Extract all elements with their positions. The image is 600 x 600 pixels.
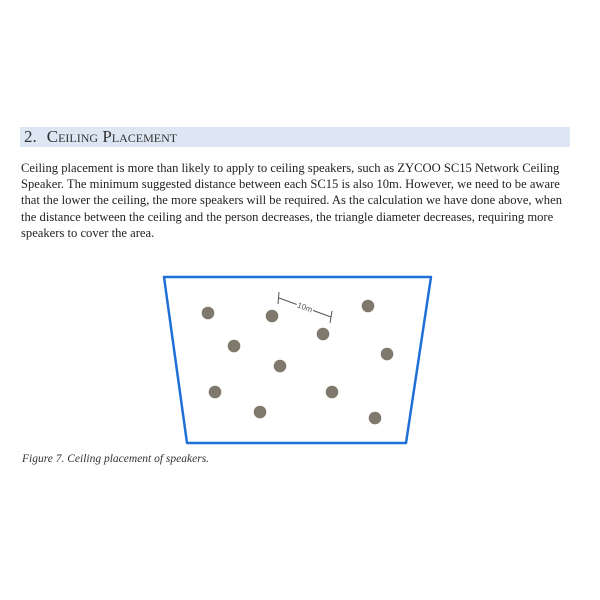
speaker-dot xyxy=(202,307,215,320)
speaker-dot xyxy=(254,406,267,419)
section-title: Ceiling Placement xyxy=(46,127,178,146)
speaker-dot xyxy=(266,310,279,323)
section-number: 2. xyxy=(24,127,37,146)
figure-caption: Figure 7. Ceiling placement of speakers. xyxy=(22,453,210,465)
speaker-dot xyxy=(274,360,287,373)
speaker-dot xyxy=(362,300,375,313)
body-paragraph: Ceiling placement is more than likely to apply to ceiling speakers, such as ZYCOO SC15 Network Ceiling Speaker. The minimum suggested distance between each SC15 is also 10m. However, we need to be aware that the lower the ceiling, the more speakers will be required. As the calculation we have done above, when the distance between the ceiling and the person decreases, the triangle diameter decreases, requiring more speakers to cover the area. xyxy=(21,161,562,240)
ceiling-placement-diagram xyxy=(150,265,450,465)
speaker-dot xyxy=(317,328,330,341)
speaker-dot xyxy=(209,386,222,399)
room-outline xyxy=(164,277,431,443)
scale-label: 10m xyxy=(295,300,314,315)
speaker-dot xyxy=(369,412,382,425)
speaker-dot xyxy=(326,386,339,399)
speaker-dot xyxy=(381,348,394,361)
section-heading xyxy=(20,127,570,147)
speakers xyxy=(202,300,394,425)
speaker-dot xyxy=(228,340,241,353)
